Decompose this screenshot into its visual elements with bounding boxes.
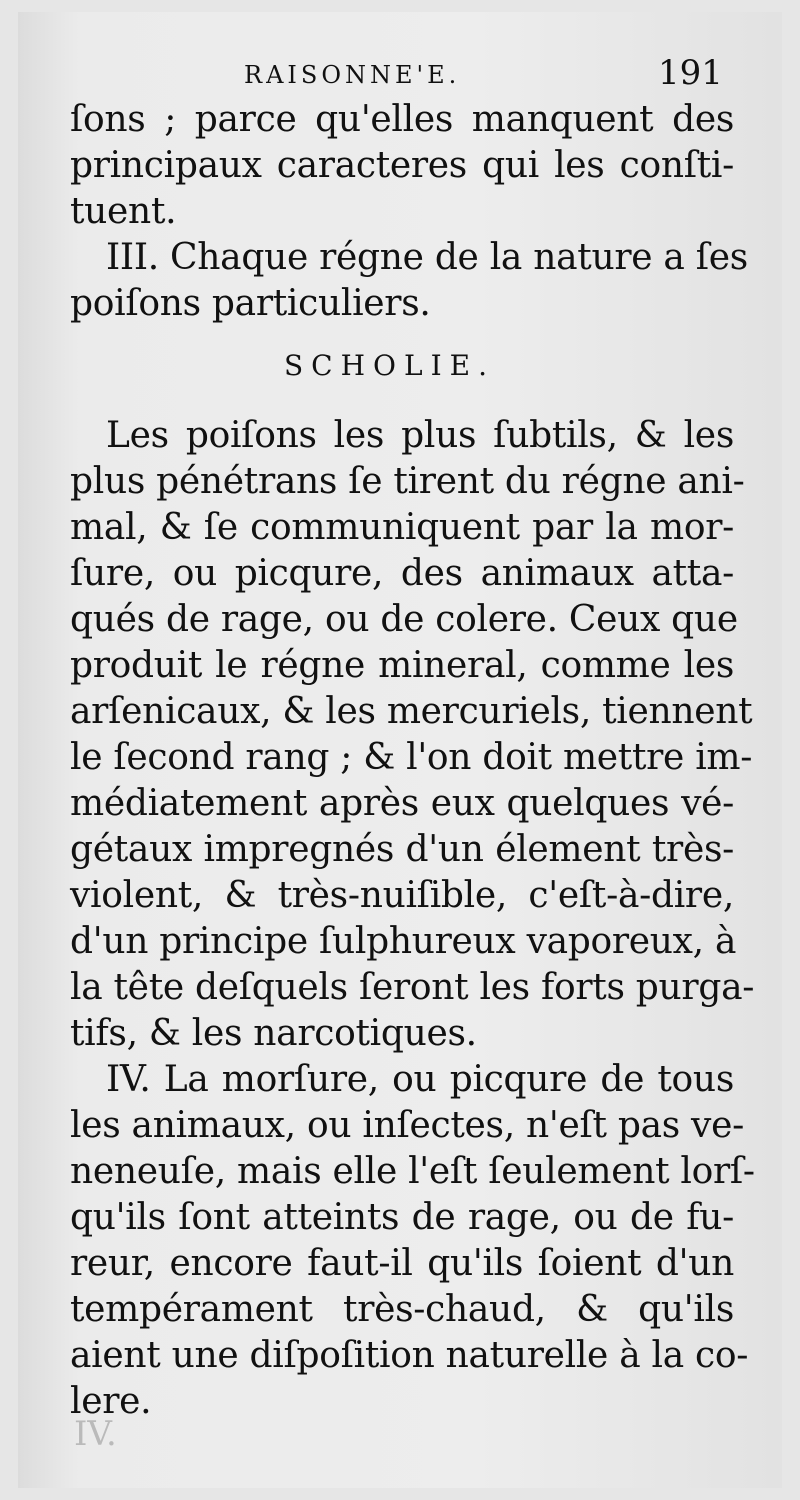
text-line: produit le régne mineral, comme les [70,645,734,686]
text-line: ſure, ou picqure, des animaux atta- [70,553,734,594]
text-line: principaux caracteres qui les conſti- [70,145,734,186]
running-head: RAISONNE'E. [244,61,461,89]
text-line: aient une diſpoſition naturelle à la co- [70,1335,749,1376]
text-line: plus pénétrans ſe tirent du régne ani- [70,461,745,502]
text-line: la tête deſquels ſeront les forts purga- [70,967,755,1008]
text-line: le ſecond rang ; & l'on doit mettre im- [70,737,753,778]
text-line: qués de rage, ou de colere. Ceux que [70,599,738,640]
text-line: Les poiſons les plus ſubtils, & les [106,415,734,456]
text-line: qu'ils ſont atteints de rage, ou de fu- [70,1197,734,1238]
text-line: mal, & ſe communiquent par la mor- [70,507,734,548]
text-line: tuent. [70,191,177,232]
text-line: médiatement après eux quelques vé- [70,783,734,824]
text-line: reur, encore faut-il qu'ils ſoient d'un [70,1243,734,1284]
text-line: neneuſe, mais elle l'eſt ſeulement lorſ- [70,1151,755,1192]
text-line: tifs, & les narcotiques. [70,1013,477,1054]
text-line: arſenicaux, & les mercuriels, tiennent [70,691,753,732]
text-line: d'un principe ſulphureux vaporeux, à [70,921,737,962]
section-heading: SCHOLIE. [284,349,495,382]
text-line: les animaux, ou inſectes, n'eſt pas ve- [70,1105,744,1146]
text-line: IV. La morſure, ou picqure de tous [106,1059,734,1100]
text-line: poiſons particuliers. [70,283,431,324]
text-line: tempérament très-chaud, & qu'ils [70,1289,734,1330]
text-line: III. Chaque régne de la nature a ſes [106,237,748,278]
signature-mark: IV. [74,1414,117,1454]
page-number: 191 [658,53,723,93]
text-line: violent, & très-nuiſible, c'eſt-à-dire, [70,875,734,916]
text-line: gétaux impregnés d'un élement très- [70,829,734,870]
text-line: ſons ; parce qu'elles manquent des [70,99,734,140]
text-line: lere. [70,1381,152,1422]
